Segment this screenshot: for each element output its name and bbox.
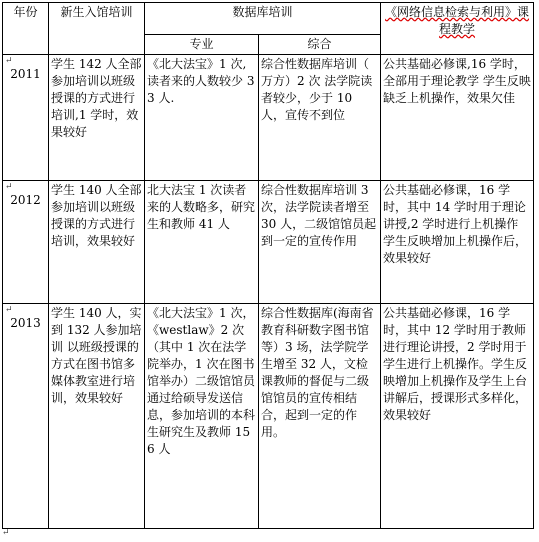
new-staff-cell: 学生 140 人全部参加培训以班级授课的方式进行培训，效果较好 — [49, 181, 145, 304]
header-comprehensive: 综合 — [259, 35, 381, 55]
professional-cell: 《北大法宝》1 次，《westlaw》2 次（其中 1 次在法学院举办，1 次在图书馆举办）二级馆馆员通过给硕导发送信息，参加培训的本科生研究生及教师 156 人 — [145, 304, 259, 529]
course-cell: 公共基础必修课,16 学时，全部用于理论教学 学生反映缺乏上机操作，效果欠佳 — [381, 55, 534, 181]
year-label: 2011 — [10, 67, 41, 81]
new-staff-cell: 学生 142 人全部参加培训以班级授课的方式进行培训,1 学时，效果较好 — [49, 55, 145, 181]
table-row — [3, 181, 534, 304]
paragraph-mark: ↵ — [5, 56, 13, 66]
course-cell: 公共基础必修课，16 学时，其中 14 学时用于理论讲授,2 学时进行上机操作 学生反映增加上机操作后，效果较好 — [381, 181, 534, 304]
course-cell: 公共基础必修课，16 学时，其中 12 学时用于教师进行理论讲授，2 学时用于学生进行上机操作。学生反映增加上机操作及学生上台讲解后，授课形式多样化，效果较好 — [381, 304, 534, 529]
year-cell — [3, 304, 49, 529]
header-database-training: 数据库培训 — [145, 3, 381, 35]
header-row — [3, 3, 534, 35]
professional-cell: 北大法宝 1 次读者来的人数略多，研究生和教师 41 人 — [145, 181, 259, 304]
header-course-teaching — [381, 3, 534, 55]
paragraph-mark: ↵ — [2, 528, 10, 538]
paragraph-mark: ↵ — [5, 182, 13, 192]
comprehensive-cell: 综合性数据库培训 3 次，法学院读者增至 30 人，二级馆馆员起到一定的宣传作用 — [259, 181, 381, 304]
comprehensive-cell: 综合性数据库培训（ 万方）2 次 法学院读者较少，少于 10 人，宣传不到位 — [259, 55, 381, 181]
year-label: 2013 — [10, 316, 41, 330]
header-professional: 专业 — [145, 35, 259, 55]
new-staff-cell: 学生 140 人，实到 132 人参加培训 以班级授课的方式在图书馆多媒体教室进行培训，效果较好 — [49, 304, 145, 529]
training-table — [2, 2, 534, 529]
comprehensive-cell: 综合性数据库(海南省教育科研数字图书馆等）3 场，法学院学生增至 32 人，文检课教师的督促与二级馆馆员的宣传相结合，起到一定的作用。 — [259, 304, 381, 529]
table-row — [3, 55, 534, 181]
header-course-label: 《网络信息检索与利用》课程教学 — [385, 5, 530, 36]
header-new-staff-training: 新生入馆培训 — [49, 3, 145, 55]
paragraph-mark: ↵ — [5, 305, 13, 315]
year-label: 2012 — [10, 193, 41, 207]
professional-cell: 《北大法宝》1 次,读者来的人数较少 33 人. — [145, 55, 259, 181]
header-year: 年份 — [3, 3, 49, 55]
year-cell — [3, 55, 49, 181]
table-row — [3, 304, 534, 529]
year-cell — [3, 181, 49, 304]
